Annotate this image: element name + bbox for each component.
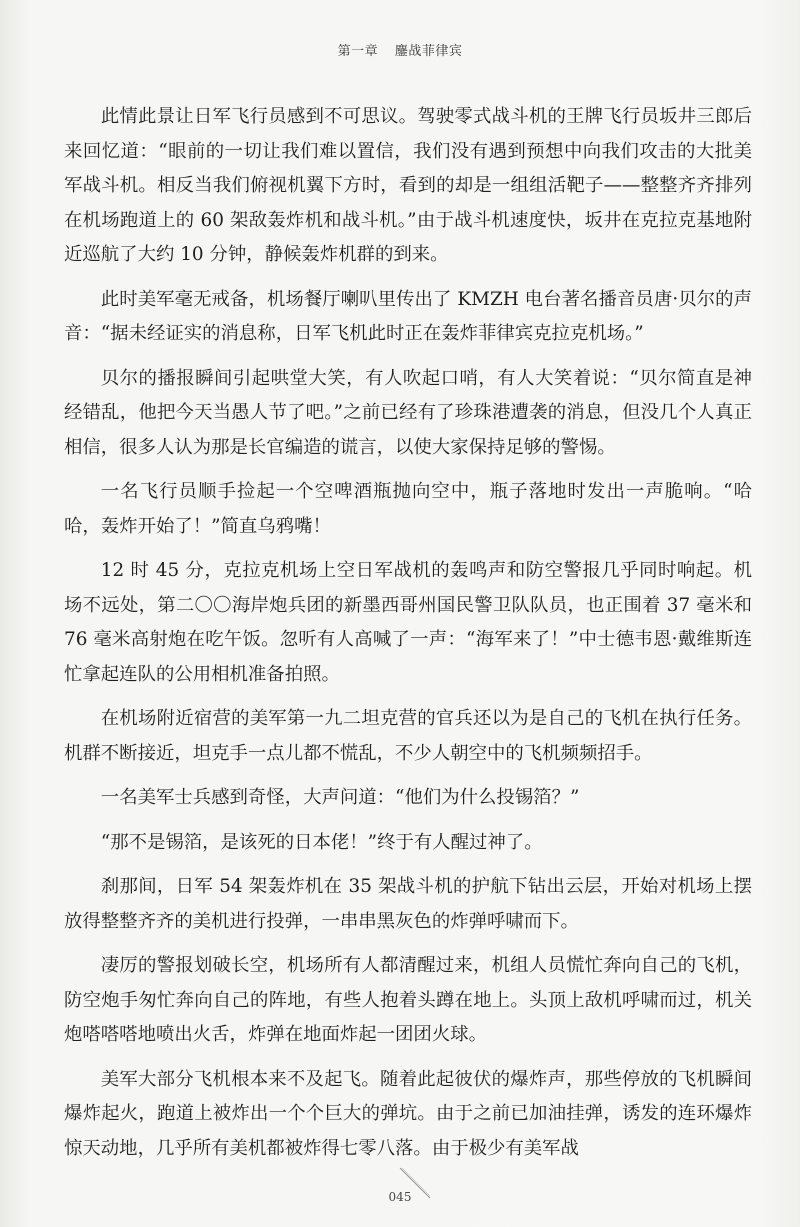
paragraph: 美军大部分飞机根本来不及起飞。随着此起彼伏的爆炸声，那些停放的飞机瞬间爆炸起火，跑道上被炸出一个个巨大的弹坑。由于之前已加油挂弹，诱发的连环爆炸惊天动地，几乎所有美机都被炸得七零八落。由于极少有美军战 bbox=[64, 1068, 752, 1159]
paragraph: 此情此景让日军飞行员感到不可思议。驾驶零式战斗机的王牌飞行员坂井三郎后来回忆道：“眼前的一切让我们难以置信，我们没有遇到预想中向我们攻击的大批美军战斗机。相反当我们俯视机翼下方时，看到的却是一组组活靶子——整整齐齐排列在机场跑道上的 60 架敌轰炸机和战斗机。”由于战斗机速度快，坂井在克拉克基地附近巡航了大约 10 分钟，静候轰炸机群的到来。 bbox=[64, 106, 752, 265]
page-number: 045 bbox=[388, 1190, 412, 1204]
body-text bbox=[64, 100, 752, 1176]
chapter-number: 第一章 bbox=[337, 44, 379, 59]
paragraph: 此时美军毫无戒备，机场餐厅喇叭里传出了 KMZH 电台著名播音员唐·贝尔的声音：“据未经证实的消息称，日军飞机此时正在轰炸菲律宾克拉克机场。” bbox=[64, 288, 752, 344]
paragraph: 12 时 45 分，克拉克机场上空日军战机的轰鸣声和防空警报几乎同时响起。机场不远处，第二〇〇海岸炮兵团的新墨西哥州国民警卫队队员，也正围着 37 毫米和 76 毫米高射炮在吃午饭。忽听有人高喊了一声：“海军来了！”中士德韦恩·戴维斯连忙拿起连队的公用相机准备拍照。 bbox=[64, 560, 752, 685]
running-header bbox=[0, 40, 800, 59]
paragraph: 一名美军士兵感到奇怪，大声问道：“他们为什么投锡箔？” bbox=[100, 787, 580, 808]
paragraph: 凄厉的警报划破长空，机场所有人都清醒过来，机组人员慌忙奔向自己的飞机，防空炮手匆忙奔向自己的阵地，有些人抱着头蹲在地上。头顶上敌机呼啸而过，机关炮嗒嗒嗒地喷出火舌，炸弹在地面炸起一团团火球。 bbox=[64, 955, 752, 1045]
paragraph: 贝尔的播报瞬间引起哄堂大笑，有人吹起口哨，有人大笑着说：“贝尔简直是神经错乱，他把今天当愚人节了吧。”之前已经有了珍珠港遭袭的消息，但没几个人真正相信，很多人认为那是长官编造的谎言，以使大家保持足够的警惕。 bbox=[64, 367, 752, 458]
paragraph: 刹那间，日军 54 架轰炸机在 35 架战斗机的护航下钻出云层，开始对机场上摆放得整整齐齐的美机进行投弹，一串串黑灰色的炸弹呼啸而下。 bbox=[64, 876, 752, 932]
paragraph: 一名飞行员顺手捡起一个空啤酒瓶抛向空中，瓶子落地时发出一声脆响。“哈哈，轰炸开始了！”简直乌鸦嘴！ bbox=[64, 481, 752, 537]
paragraph: 在机场附近宿营的美军第一九二坦克营的官兵还以为是自己的飞机在执行任务。机群不断接近，坦克手一点儿都不慌乱，不少人朝空中的飞机频频招手。 bbox=[64, 708, 752, 764]
paragraph: “那不是锡箔，是该死的日本佬！”终于有人醒过神了。 bbox=[100, 831, 543, 853]
chapter-title: 鏖战菲律宾 bbox=[394, 44, 463, 59]
